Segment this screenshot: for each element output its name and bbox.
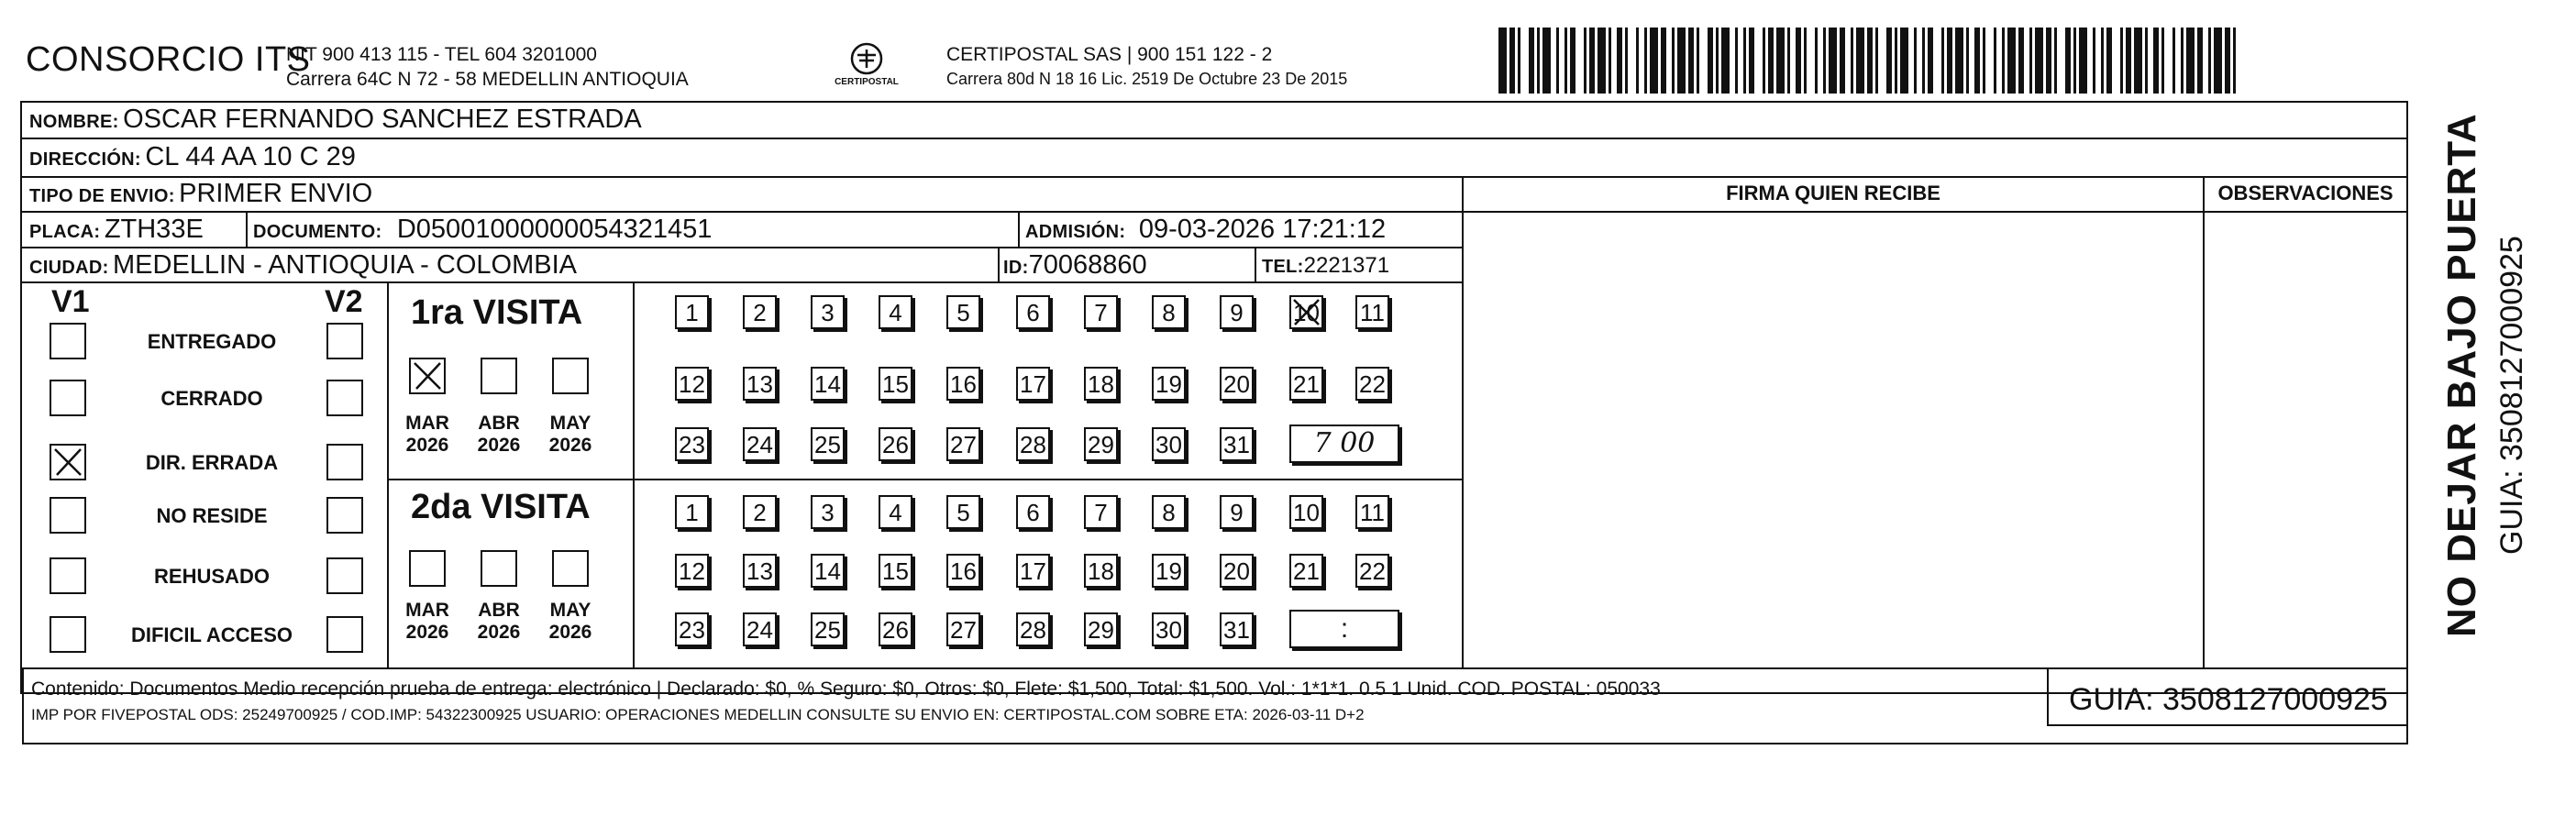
second-visit-day[interactable] [675, 612, 709, 646]
footer-guia: GUIA: 3508127000925 [2069, 682, 2388, 717]
company-info [286, 42, 689, 92]
second-visit-day[interactable] [1289, 495, 1323, 529]
second-visit-day[interactable] [946, 554, 980, 588]
second-visit-day[interactable] [1220, 612, 1254, 646]
day-number: 19 [1155, 557, 1182, 585]
day-number: 1 [685, 499, 699, 526]
second-visit-day[interactable] [1220, 554, 1254, 588]
side-warning: NO DEJAR BAJO PUERTA [2439, 113, 2484, 637]
id-row [1003, 250, 1147, 281]
first-visit-month-checkbox[interactable] [481, 358, 517, 394]
v2-checkbox[interactable] [326, 323, 363, 359]
day-number: 3 [821, 499, 835, 526]
first-visit-day[interactable] [879, 295, 912, 329]
ciudad-label: CIUDAD: [29, 258, 109, 278]
status-label: ENTREGADO [147, 330, 277, 353]
day-number: 20 [1223, 370, 1250, 398]
second-visit-day[interactable] [1084, 554, 1118, 588]
day-number: 2 [753, 499, 767, 526]
day-number: 26 [882, 431, 909, 458]
placa-label: PLACA: [29, 222, 101, 242]
first-visit-day[interactable] [1016, 295, 1050, 329]
placa-row [29, 215, 204, 245]
month-name: MAY [549, 600, 591, 621]
day-number: 26 [882, 616, 909, 644]
company-name: CONSORCIO ITS [26, 40, 311, 79]
v1-checkbox[interactable] [50, 444, 86, 480]
first-visit-day[interactable] [811, 295, 845, 329]
first-visit-day[interactable] [1152, 295, 1186, 329]
nombre-label: NOMBRE: [29, 112, 119, 132]
v1-header: V1 [51, 284, 90, 319]
documento-label: DOCUMENTO: [253, 222, 382, 242]
first-visit-title: 1ra VISITA [411, 293, 583, 332]
first-visit-day[interactable] [743, 367, 777, 401]
day-number: 18 [1088, 557, 1114, 585]
day-number: 2 [753, 299, 767, 326]
v2-checkbox[interactable] [326, 497, 363, 534]
month-year: 2026 [477, 622, 521, 643]
v1-checkbox[interactable] [50, 380, 86, 416]
month-label [402, 600, 453, 644]
second-visit-month-checkbox[interactable] [481, 550, 517, 587]
first-visit-day[interactable] [811, 367, 845, 401]
day-number: 12 [679, 557, 705, 585]
month-label [545, 600, 596, 644]
day-number: 17 [1020, 370, 1046, 398]
contents-line: Contenido: Documentos Medio recepción prueba de entrega: electrónico | Declarado: $0, % Seguro: $0, Otros: $0, Flete: $1,500, Total: $1,500. Vol.: 1*1*1. 0.5 1 Unid. COD. POSTAL: 050033 [31, 678, 1661, 700]
first-visit-day[interactable] [1289, 367, 1323, 401]
first-visit-month-checkbox[interactable] [409, 358, 446, 394]
second-visit-day[interactable] [811, 554, 845, 588]
nombre-row [29, 105, 642, 135]
logo-caption: CERTIPOSTAL [835, 77, 899, 87]
day-number: 9 [1230, 299, 1244, 326]
first-visit-day[interactable] [811, 427, 845, 461]
day-number: 9 [1230, 499, 1244, 526]
month-year: 2026 [477, 435, 521, 456]
day-number: 1 [685, 299, 699, 326]
second-visit-day[interactable] [1152, 554, 1186, 588]
first-visit-day[interactable] [743, 427, 777, 461]
day-number: 28 [1020, 431, 1046, 458]
first-visit-day[interactable] [1220, 427, 1254, 461]
first-visit-day[interactable] [1084, 295, 1118, 329]
first-visit-day[interactable] [1152, 367, 1186, 401]
second-visit-time[interactable]: : [1289, 610, 1399, 648]
tel-value: 2221371 [1303, 253, 1390, 278]
second-visit-title: 2da VISITA [411, 488, 591, 526]
day-number: 6 [1026, 499, 1040, 526]
day-number: 20 [1223, 557, 1250, 585]
tel-label: TEL: [1262, 257, 1304, 277]
nombre-value: OSCAR FERNANDO SANCHEZ ESTRADA [123, 105, 642, 134]
month-name: MAY [549, 413, 591, 434]
tipo-row [29, 179, 372, 209]
print-info-line: IMP POR FIVEPOSTAL ODS: 25249700925 / COD.IMP: 54322300925 USUARIO: OPERACIONES MEDELLIN CONSULTE SU ENVIO EN: CERTIPOSTAL.COM SOBRE ETA: 2026-03-11 D+2 [31, 706, 1365, 723]
courier-line: CERTIPOSTAL SAS | 900 151 122 - 2 [946, 44, 1273, 65]
v2-header: V2 [325, 284, 363, 319]
second-visit-day[interactable] [1016, 495, 1050, 529]
day-number: 6 [1026, 299, 1040, 326]
second-visit-day[interactable] [1016, 554, 1050, 588]
day-number: 29 [1088, 431, 1114, 458]
day-number: 23 [679, 431, 705, 458]
second-visit-day[interactable] [675, 495, 709, 529]
second-visit-day[interactable] [879, 612, 912, 646]
month-label [473, 600, 525, 644]
day-number: 12 [679, 370, 705, 398]
status-label: DIFICIL ACCESO [130, 623, 293, 646]
month-name: MAR [405, 600, 449, 621]
courier-logo [830, 40, 903, 95]
day-number: 31 [1223, 431, 1250, 458]
day-number: 4 [889, 499, 902, 526]
second-visit-day[interactable] [811, 495, 845, 529]
documento-row [253, 215, 712, 245]
second-visit-day[interactable] [1355, 495, 1389, 529]
first-visit-month-checkbox[interactable] [552, 358, 589, 394]
firma-header: FIRMA QUIEN RECIBE [1726, 182, 1940, 204]
ciudad-value: MEDELLIN - ANTIOQUIA - COLOMBIA [113, 250, 577, 280]
first-visit-day[interactable] [1220, 295, 1254, 329]
v2-checkbox[interactable] [326, 380, 363, 416]
month-label [402, 413, 453, 457]
tel-row [1262, 253, 1389, 279]
second-visit-day[interactable] [879, 554, 912, 588]
observaciones-header: OBSERVACIONES [2217, 182, 2394, 204]
day-number: 30 [1155, 431, 1182, 458]
day-number: 7 [1094, 499, 1108, 526]
day-number: 23 [679, 616, 705, 644]
first-visit-day[interactable] [1016, 367, 1050, 401]
documento-value: D05001000000054321451 [396, 215, 713, 244]
day-number: 7 [1094, 299, 1108, 326]
ciudad-row [29, 250, 577, 281]
first-visit-day[interactable] [946, 295, 980, 329]
day-number: 27 [950, 431, 977, 458]
first-visit-day[interactable] [946, 367, 980, 401]
day-number: 5 [956, 299, 970, 326]
day-number: 5 [956, 499, 970, 526]
direccion-label: DIRECCIÓN: [29, 149, 141, 170]
second-visit-day[interactable] [1355, 554, 1389, 588]
admision-label: ADMISIÓN: [1025, 222, 1126, 242]
day-number: 19 [1155, 370, 1182, 398]
second-visit-month-checkbox[interactable] [552, 550, 589, 587]
day-number: 21 [1293, 557, 1320, 585]
first-visit-day[interactable] [1152, 427, 1186, 461]
first-visit-day[interactable] [879, 367, 912, 401]
status-label: NO RESIDE [156, 504, 268, 527]
month-year: 2026 [405, 435, 449, 456]
v1-checkbox[interactable] [50, 557, 86, 594]
placa-value: ZTH33E [104, 215, 204, 244]
day-number: 8 [1162, 299, 1176, 326]
day-number: 29 [1088, 616, 1114, 644]
id-label: ID: [1003, 258, 1029, 278]
company-address: Carrera 64C N 72 - 58 MEDELLIN ANTIOQUIA [286, 69, 689, 90]
admision-value: 09-03-2026 17:21:12 [1138, 215, 1387, 244]
day-number: 30 [1155, 616, 1182, 644]
courier-address: Carrera 80d N 18 16 Lic. 2519 De Octubre 23 De 2015 [946, 70, 1348, 88]
second-visit-month-checkbox[interactable] [409, 550, 446, 587]
day-number: 22 [1359, 370, 1386, 398]
first-visit-day[interactable] [1220, 367, 1254, 401]
tipo-value: PRIMER ENVIO [179, 179, 373, 208]
second-visit-day[interactable] [946, 495, 980, 529]
day-number: 13 [746, 370, 773, 398]
v2-checkbox[interactable] [326, 444, 363, 480]
second-visit-day[interactable] [946, 612, 980, 646]
status-label: CERRADO [160, 387, 263, 410]
admision-row [1025, 215, 1386, 245]
barcode [1498, 28, 2250, 94]
first-visit-day[interactable] [946, 427, 980, 461]
first-visit-day[interactable] [675, 295, 709, 329]
month-label [545, 413, 596, 457]
day-number: 14 [814, 557, 841, 585]
day-number: 28 [1020, 616, 1046, 644]
second-visit-day[interactable] [1220, 495, 1254, 529]
day-number: 25 [814, 431, 841, 458]
month-name: ABR [478, 600, 520, 621]
second-visit-day[interactable] [1016, 612, 1050, 646]
month-name: MAR [405, 413, 449, 434]
first-visit-day[interactable] [1289, 295, 1323, 329]
nit-line: NIT 900 413 115 - TEL 604 3201000 [286, 44, 597, 65]
second-visit-day[interactable] [879, 495, 912, 529]
day-number: 4 [889, 299, 902, 326]
day-number: 16 [950, 557, 977, 585]
first-visit-day[interactable] [1084, 427, 1118, 461]
month-year: 2026 [548, 622, 592, 643]
day-number: 8 [1162, 499, 1176, 526]
side-guia: GUIA: 3508127000925 [2494, 236, 2529, 555]
month-year: 2026 [548, 435, 592, 456]
day-number: 17 [1020, 557, 1046, 585]
day-number: 16 [950, 370, 977, 398]
day-number: 10 [1293, 299, 1320, 326]
month-name: ABR [478, 413, 520, 434]
day-number: 10 [1293, 499, 1320, 526]
day-number: 21 [1293, 370, 1320, 398]
day-number: 13 [746, 557, 773, 585]
v1-checkbox[interactable] [50, 497, 86, 534]
day-number: 22 [1359, 557, 1386, 585]
v2-checkbox[interactable] [326, 616, 363, 653]
day-number: 15 [882, 370, 909, 398]
direccion-row [29, 142, 356, 172]
second-visit-day[interactable] [1084, 495, 1118, 529]
status-label: REHUSADO [154, 565, 270, 588]
month-label [473, 413, 525, 457]
day-number: 14 [814, 370, 841, 398]
day-number: 11 [1360, 299, 1385, 326]
day-number: 15 [882, 557, 909, 585]
courier-info [946, 42, 1347, 92]
second-visit-day[interactable] [743, 612, 777, 646]
tipo-label: TIPO DE ENVIO: [29, 186, 175, 206]
first-visit-day[interactable] [743, 295, 777, 329]
v2-checkbox[interactable] [326, 557, 363, 594]
second-visit-day[interactable] [811, 612, 845, 646]
first-visit-day[interactable] [1355, 367, 1389, 401]
second-visit-day[interactable] [743, 495, 777, 529]
day-number: 24 [746, 431, 773, 458]
status-label: DIR. ERRADA [145, 451, 279, 474]
first-visit-day[interactable] [1084, 367, 1118, 401]
direccion-value: CL 44 AA 10 C 29 [145, 142, 356, 171]
second-visit-day[interactable] [1084, 612, 1118, 646]
day-number: 18 [1088, 370, 1114, 398]
day-number: 24 [746, 616, 773, 644]
first-visit-time[interactable]: 7 00 [1289, 425, 1399, 463]
first-visit-day[interactable] [1355, 295, 1389, 329]
month-year: 2026 [405, 622, 449, 643]
second-visit-day[interactable] [1289, 554, 1323, 588]
day-number: 3 [821, 299, 835, 326]
day-number: 31 [1223, 616, 1250, 644]
v1-checkbox[interactable] [50, 323, 86, 359]
day-number: 11 [1360, 499, 1385, 526]
id-value: 70068860 [1028, 250, 1147, 280]
first-visit-day[interactable] [1016, 427, 1050, 461]
day-number: 25 [814, 616, 841, 644]
first-visit-day[interactable] [675, 367, 709, 401]
second-visit-day[interactable] [743, 554, 777, 588]
second-visit-day[interactable] [1152, 495, 1186, 529]
day-number: 27 [950, 616, 977, 644]
second-visit-day[interactable] [675, 554, 709, 588]
v1-checkbox[interactable] [50, 616, 86, 653]
second-visit-day[interactable] [1152, 612, 1186, 646]
first-visit-day[interactable] [675, 427, 709, 461]
first-visit-day[interactable] [879, 427, 912, 461]
